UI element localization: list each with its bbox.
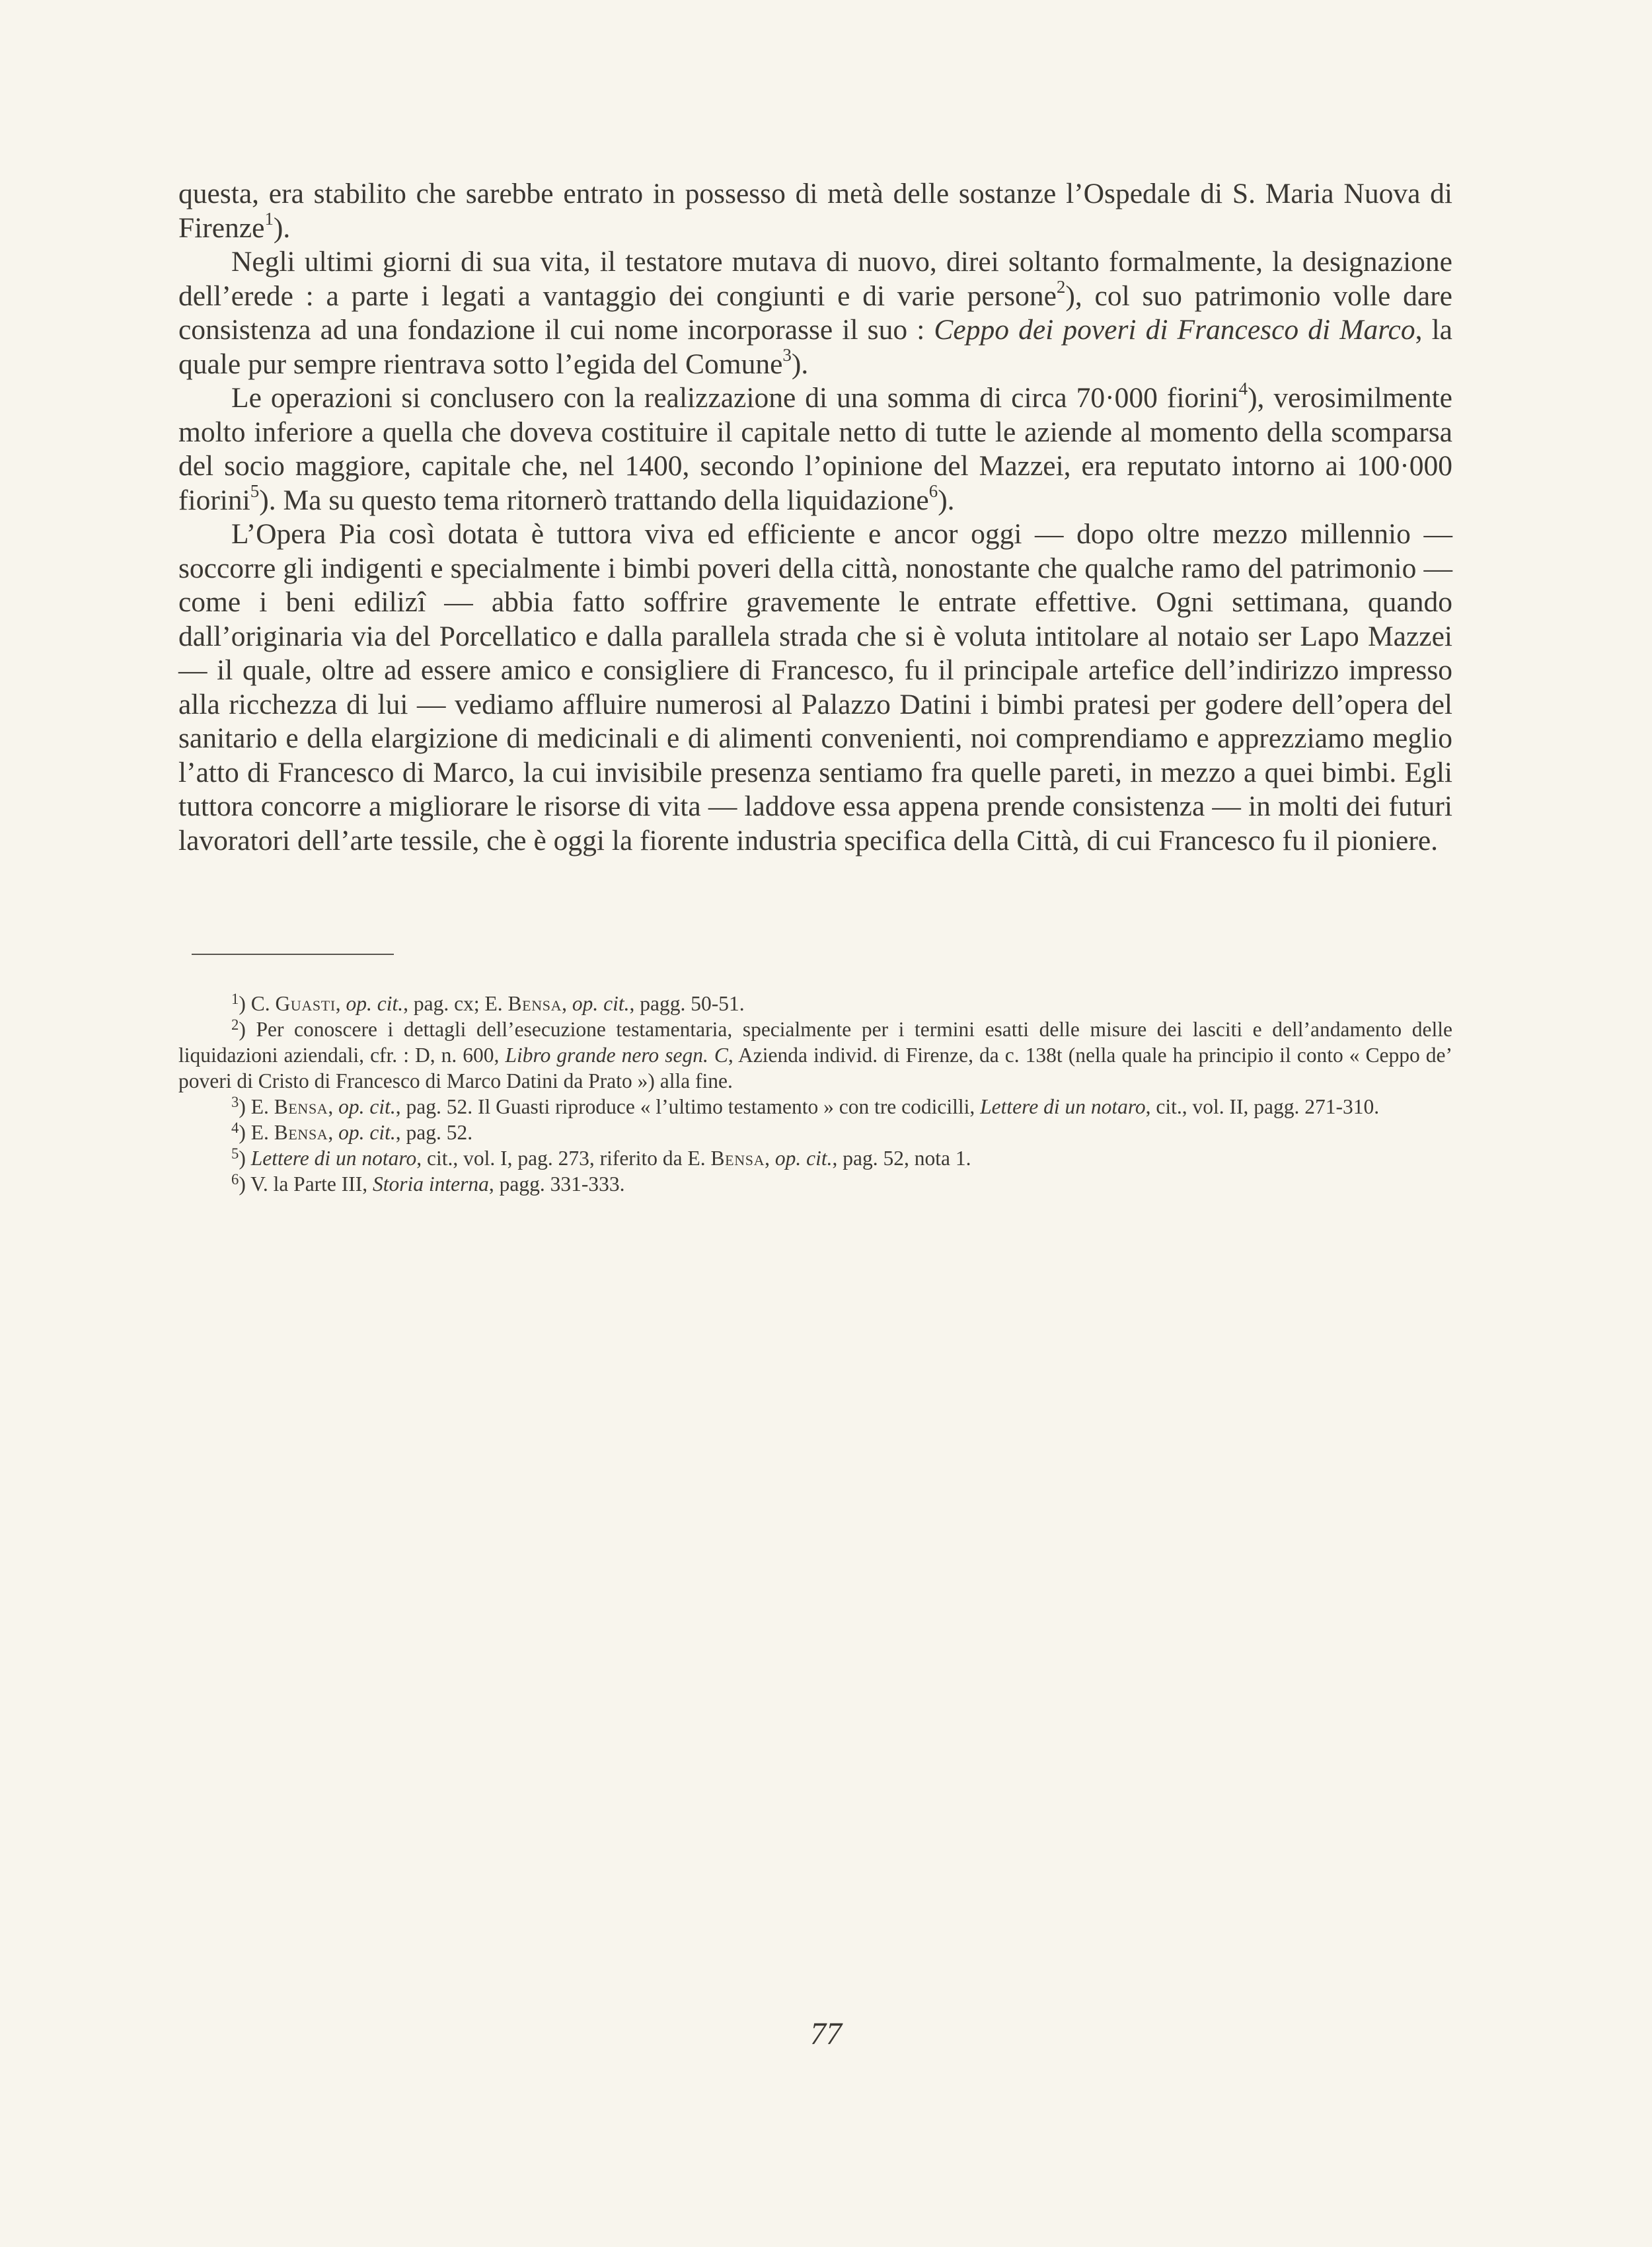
italic-text: op. cit. xyxy=(346,992,404,1015)
italic-text: op. cit. xyxy=(338,1095,396,1118)
footnote-reference: 2 xyxy=(1056,276,1066,297)
text-run: , pag. cx; E. xyxy=(403,992,508,1015)
paragraph xyxy=(178,381,1452,517)
text-run: , xyxy=(328,1121,339,1144)
text-run: ). xyxy=(273,211,291,244)
text-run: ). xyxy=(938,484,955,516)
text-run: , xyxy=(765,1147,775,1170)
text-run: C. xyxy=(250,992,276,1015)
footnote-marker: 2 xyxy=(231,1016,239,1033)
text-run: ). xyxy=(791,348,809,380)
footnote: $^1$) C. Guasti, op. cit., pag. cx; E. Bensa, op. cit., pagg. 50-51. xyxy=(231,990,745,1015)
footnote: $^3$) E. Bensa, op. cit., pag. 52. Il Guasti riproduce « l’ultimo testamento » con tre codicilli, Lettere di un notaro, cit., vol. II, pagg. 271-310. xyxy=(231,1093,1380,1118)
paragraph xyxy=(178,177,1452,245)
italic-text: op. cit. xyxy=(774,1147,833,1170)
text-run: Le operazioni si conclusero con la realizzazione di una somma di circa 70·000 fiorini xyxy=(231,382,1239,414)
paragraph xyxy=(178,245,1452,381)
text-run: questa, era stabilito che sarebbe entrato in possesso di metà delle sostanze l’Ospedale di S. Maria Nuova di Firenze xyxy=(178,178,1452,244)
text-run: ). Ma su questo tema ritornerò trattando della liquidazione xyxy=(259,484,929,516)
page-number: 77 xyxy=(810,2016,842,2051)
text-run: L’Opera Pia così dotata è tuttora viva ed efficiente e ancor oggi — dopo oltre mezzo millennio — soccorre gli indigenti e specialmente i bimbi poveri della città, nonostante che qualche ramo del patrimonio — come i beni edilizî — abbia fatto soffrire gravemente le entrate effettive. Ogni settimana, quando dall’originaria via del Porcellatico e dalla parallela strada che si è voluta intitolare al notaio ser Lapo Mazzei — il quale, oltre ad essere amico e consigliere di Francesco, fu il principale artefice dell’indirizzo impresso alla ricchezza di lui — vediamo affluire numerosi al Palazzo Datini i bimbi pratesi per godere dell’opera del sanitario e della elargizione di medicinali e di alimenti convenienti, noi comprendiamo e apprezziamo meglio l’atto di Francesco di Marco, la cui invisibile presenza sentiamo fra quelle pareti, in mezzo a quei bimbi. Egli tuttora concorre a migliorare le risorse di vita — laddove essa appena prende consistenza — in molti dei futuri lavoratori dell’arte tessile, che è oggi la fiorente industria specifica della Città, di cui Francesco fu il pioniere. xyxy=(178,518,1452,857)
footnote-reference: 3 xyxy=(782,344,792,365)
main-text xyxy=(178,177,1452,858)
text-run: Per conoscere i dettagli dell’esecuzione testamentaria, specialmente per i termini esatti delle misure dei lasciti e dell’andamento delle liquidazioni aziendali, cfr. : D, n. 600, xyxy=(178,1018,1452,1067)
footnote-reference: 5 xyxy=(250,480,260,501)
text-run: , pag. 52. Il Guasti riproduce « l’ultimo testamento » con tre codicilli, xyxy=(395,1095,981,1118)
text-run: , xyxy=(562,992,572,1015)
footnote-reference: 1 xyxy=(264,208,274,229)
footnote-marker: 1 xyxy=(231,990,239,1007)
author-name: Bensa xyxy=(274,1121,328,1144)
footnote: $^5$) Lettere di un notaro, cit., vol. I, pag. 273, riferito da E. Bensa, op. cit., pag. 52, nota 1. xyxy=(231,1145,971,1170)
italic-text: Ceppo dei poveri di Francesco di Marco xyxy=(934,314,1415,346)
text-run: V. la Parte III, xyxy=(250,1172,373,1196)
text-run: ), verosimilmente molto inferiore a quella che doveva costituire il capitale netto di tutte le aziende al momento della scomparsa del socio maggiore, capitale che, nel 1400, secondo l’opinione del Mazzei, era reputato intorno ai 100·000 fiorini xyxy=(178,382,1452,516)
footnotes xyxy=(178,991,1452,1197)
text-run: E. xyxy=(250,1121,274,1144)
text-run: , pagg. 331-333. xyxy=(488,1172,625,1196)
text-run: , cit., vol. I, pag. 273, riferito da E. xyxy=(416,1147,711,1170)
text-run: Negli ultimi giorni di sua vita, il testatore mutava di nuovo, direi soltanto formalmente, la designazione dell’erede : a parte i legati a vantaggio dei congiunti e di varie persone xyxy=(178,246,1452,312)
paragraph xyxy=(178,517,1452,858)
italic-text: Libro grande nero segn. C xyxy=(505,1044,728,1067)
italic-text: Lettere di un notaro xyxy=(250,1147,417,1170)
footnote-marker: 3 xyxy=(231,1093,239,1110)
author-name: Bensa xyxy=(710,1147,765,1170)
text-run: , xyxy=(328,1095,339,1118)
italic-text: op. cit. xyxy=(572,992,630,1015)
footnote-reference: 4 xyxy=(1238,379,1248,399)
text-run: , pag. 52, nota 1. xyxy=(832,1147,971,1170)
text-run: , Azienda individ. di Firenze, da c. 138t (nella quale ha principio il conto « Ceppo de’ poveri di Cristo di Francesco di Marco Datini da Prato ») alla fine. xyxy=(178,1044,1453,1092)
author-name: Bensa xyxy=(507,992,562,1015)
text-run: , cit., vol. II, pagg. 271-310. xyxy=(1145,1095,1380,1118)
italic-text: op. cit. xyxy=(338,1121,396,1144)
text-run: , la quale pur sempre rientrava sotto l’egida del Comune xyxy=(178,314,1452,380)
footnote: $^2$) Per conoscere i dettagli dell’esecuzione testamentaria, specialmente per i termini esatti delle misure dei lasciti e dell’andamento delle liquidazioni aziendali, cfr. : D, n. 600, Libro grande nero segn. C, Azienda individ. di Firenze, da c. 138t (nella quale ha principio il conto « Ceppo de’ poveri di Cristo di Francesco di Marco Datini da Prato ») alla fine. xyxy=(178,1016,1453,1092)
italic-text: Storia interna xyxy=(373,1172,489,1196)
footnote-marker: 5 xyxy=(231,1145,239,1162)
text-run: , pagg. 50-51. xyxy=(629,992,745,1015)
footnote-reference: 6 xyxy=(928,480,938,501)
footnote: $^6$) V. la Parte III, Storia interna, pagg. 331-333. xyxy=(231,1170,625,1196)
author-name: Bensa xyxy=(274,1095,328,1118)
author-name: Guasti xyxy=(275,992,336,1015)
text-run: E. xyxy=(250,1095,274,1118)
italic-text: Lettere di un notaro xyxy=(980,1095,1146,1118)
text-run: , xyxy=(335,992,346,1015)
text-run: , pag. 52. xyxy=(395,1121,473,1144)
footnote-separator xyxy=(192,954,394,955)
text-run: ), col suo patrimonio volle dare consistenza ad una fondazione il cui nome incorporasse il suo : xyxy=(178,280,1452,346)
footnote-marker: 4 xyxy=(231,1119,239,1136)
footnote: $^4$) E. Bensa, op. cit., pag. 52. xyxy=(231,1119,473,1144)
footnote-marker: 6 xyxy=(231,1170,239,1188)
